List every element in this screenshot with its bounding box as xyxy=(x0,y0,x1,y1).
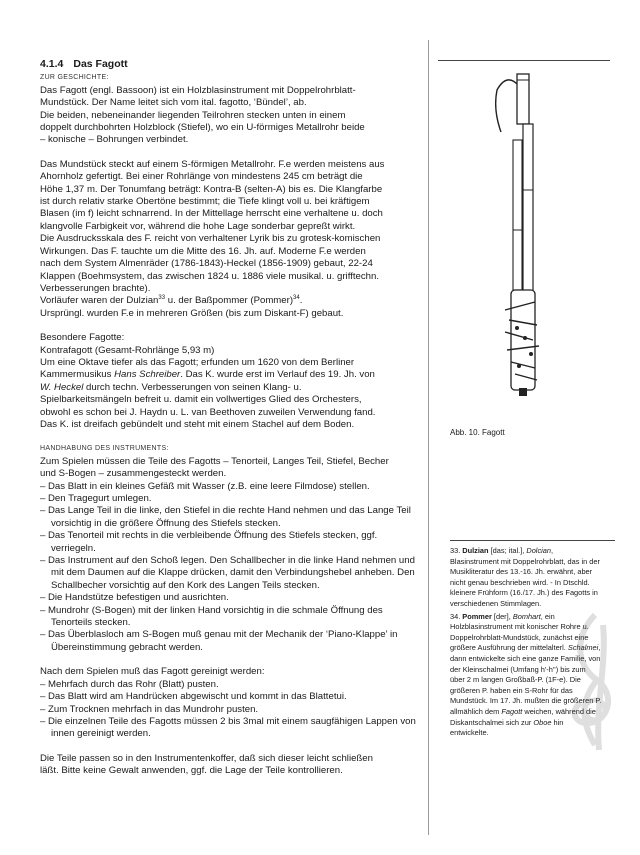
p2-line: Ursprüngl. wurden F.e in mehreren Größen (bis zum Diskant-F) gebaut. xyxy=(40,307,344,319)
p2-line: Klappen (Boehmsystem, das zwischen 1824 u. 1886 viele musikal. u. grifftechn. xyxy=(40,270,379,282)
p1-line: Das Fagott (engl. Bassoon) ist ein Holzblasinstrument mit Doppelrohrblatt- xyxy=(40,84,356,96)
handling-intro-line: und S-Bogen – zusammengesteckt werden. xyxy=(40,468,227,480)
list-item: – Mundrohr (S-Bogen) mit der linken Hand vorsichtig in die schmale Öffnung des Tenorteils stecken. xyxy=(40,604,383,629)
name-heckel: W. Heckel xyxy=(40,381,84,393)
section-title: Das Fagott xyxy=(73,58,128,70)
p2-line: nach dem System Almenräder (1786-1843)-Heckel (1856-1909) gebaut, 22-24 xyxy=(40,258,373,270)
figure-top-rule xyxy=(438,60,610,61)
tenor-joint xyxy=(513,140,522,290)
list-item: – Das Instrument auf den Schoß legen. Den Schallbecher in die linke Hand nehmen und mit dem Daumen auf die Klappe drücken, damit den Verbindungshebel anheben. Den Schallbecher vorsichtig auf den Kork des Langen Teils stecken. xyxy=(40,555,415,591)
p3-line: Um eine Oktave tiefer als das Fagott; erfunden um 1620 von dem Berliner xyxy=(40,356,355,368)
footnote-33: 33. Dulzian [das; ital.], Dolcian, Blasinstrument mit Doppelrohrblatt, das in der Musikliteratur des 13.-16. Jh. erwähnt, aber nicht genau beschrieben wird. - In Dtschld. kleinere Frühform (16./17. Jh.) des Fagotts in verschiedenen Stimmlagen. xyxy=(450,546,600,608)
column-divider xyxy=(428,40,429,835)
p2-line: Ahornholz gefertigt. Bei einer Rohrlänge von mindestens 245 cm beträgt die xyxy=(40,171,363,183)
p3-line: W. Heckel durch techn. Verbesserungen von seinen Klang- u. xyxy=(40,381,302,393)
bassoon-illustration xyxy=(495,70,555,410)
p3-head: Besondere Fagotte: xyxy=(40,332,125,344)
long-joint xyxy=(523,124,533,294)
p3-line: Kammermusikus Hans Schreiber. Das K. wurde erst im Verlauf des 19. Jh. von xyxy=(40,369,375,381)
bell-joint xyxy=(517,74,529,124)
p3-line: obwohl es schon bei J. Haydn u. L. van Beethoven zuweilen Verwendung fand. xyxy=(40,406,376,418)
clef-watermark xyxy=(555,605,630,755)
p1-line: Mundstück. Der Name leitet sich vom ital. fagotto, ‘Bündel’, ab. xyxy=(40,97,307,109)
closing-line: läßt. Bitte keine Gewalt anwenden, ggf. die Lage der Teile kontrollieren. xyxy=(40,765,343,777)
p1-line: – konische – Bohrungen verbindet. xyxy=(40,134,189,146)
p1-line: Die beiden, nebeneinander liegenden Teilrohren stecken unten in einem xyxy=(40,109,346,121)
footnote-ref-33[interactable]: 33 xyxy=(158,295,166,302)
p2-line: Verbesserungen brachte). xyxy=(40,282,151,294)
subheading-handling: HANDHABUNG DES INSTRUMENTS: xyxy=(40,445,169,453)
list-item: – Das Blatt in ein kleines Gefäß mit Wasser (z.B. eine leere Filmdose) stellen. xyxy=(40,480,370,492)
name-schreiber: Hans Schreiber xyxy=(114,369,181,381)
section-number: 4.1.4 xyxy=(40,58,64,70)
cleaning-intro: Nach dem Spielen muß das Fagott gereinigt werden: xyxy=(40,666,265,678)
closing-line: Die Teile passen so in den Instrumentenkoffer, daß sich dieser leicht schließen xyxy=(40,752,373,764)
list-item: – Die Handstütze befestigen und ausrichten. xyxy=(40,592,229,604)
footnote-34: 34. Pommer [der], Bomhart, ein Holzblasinstrument mit konischer Rohre u. Doppelrohrblatt-Mundstück, zunächst eine größere Ausführung der mittelalterl. Schalmei, dann entwickelte sich eine ganze Familie, von der Kleinschalmei (Umfang h'-h'') bis zum über 2 m langen Großbaß-P. (1F-e). Die größeren P. haben ein S-Rohr für das Mundstück. Im 17. Jh. mußten die größeren P. allmählich dem Fagott weichen, während die Diskantschalmei sich zur Oboe hin entwickelte. xyxy=(450,611,602,738)
list-item: – Das Lange Teil in die linke, den Stiefel in die rechte Hand nehmen und das Lange Teil vorsichtig in die größere Öffnung des Stiefels stecken. xyxy=(40,505,411,529)
p2-line: ist durch relativ starke Obertöne bestimmt; die Tiefe klingt voll u. bei kräftigem xyxy=(40,196,370,208)
list-item: – Mehrfach durch das Rohr (Blatt) pusten. xyxy=(40,678,219,690)
bocal-path xyxy=(496,80,519,132)
list-item: – Zum Trocknen mehrfach in das Mundrohr pusten. xyxy=(40,703,259,715)
p3-line: Kontrafagott (Gesamt-Rohrlänge 5,93 m) xyxy=(40,344,215,356)
p2-line: Höhe 1,37 m. Der Tonumfang beträgt: Kontra-B (selten-A) bis es. Die Klangfarbe xyxy=(40,183,383,195)
list-item: – Die einzelnen Teile des Fagotts müssen 2 bis 3mal mit einem saugfähigen Lappen von innen gereinigt werden. xyxy=(40,715,416,740)
p2-line: Blasen (im f) leicht schnarrend. In der Mittellage herrscht eine verhaltene u. doch xyxy=(40,208,383,220)
list-item: – Den Tragegurt umlegen. xyxy=(40,493,152,504)
p2-line: Das Mundstück steckt auf einem S-förmigen Metallrohr. F.e werden meistens aus xyxy=(40,158,385,170)
handling-intro-line: Zum Spielen müssen die Teile des Fagotts – Tenorteil, Langes Teil, Stiefel, Becher xyxy=(40,455,389,467)
main-text-column xyxy=(40,58,420,778)
subheading-history: ZUR GESCHICHTE: xyxy=(40,74,109,82)
p2-line: Wirkungen. Das F. tauchte um die Mitte des 16. Jh. auf. Moderne F.e werden xyxy=(40,245,366,257)
p3-line: Das K. ist dreifach gebündelt und steht mit einem Stachel auf dem Boden. xyxy=(40,418,355,430)
figure-caption: Abb. 10. Fagott xyxy=(450,428,505,437)
section-heading xyxy=(40,58,420,70)
p1-line: doppelt durchbohrten Holzblock (Stiefel), wo ein U-förmiges Metallrohr beide xyxy=(40,122,365,134)
p2-line: Die Ausdrucksskala des F. reicht von verhaltener Lyrik bis zu grotesk-komischen xyxy=(40,233,381,245)
list-item: – Das Überblasloch am S-Bogen muß genau mit der Mechanik der ‘Piano-Klappe’ in Übereinstimmung gebracht werden. xyxy=(40,629,398,653)
list-item: – Das Tenorteil mit rechts in die verbleibende Öffnung des Stiefels stecken, ggf. verriegeln. xyxy=(40,530,378,554)
footnote-rule xyxy=(450,540,615,541)
list-item: – Das Blatt wird am Handrücken abgewischt und kommt in das Blattetui. xyxy=(40,691,347,703)
footnote-ref-34[interactable]: 34 xyxy=(293,295,300,302)
p3-line: Spielbarkeitsmängeln befreit u. damit ein vollwertiges Glied des Orchesters, xyxy=(40,394,362,406)
p2-line: klangvolle Farbigkeit vor, während die hohe Lage sonderbar gepreßt wirkt. xyxy=(40,220,356,232)
p2-vorlaeufer: Vorläufer waren der Dulzian$^{33}$ u. der Baßpommer (Pommer)$^{34}$. xyxy=(40,295,303,307)
